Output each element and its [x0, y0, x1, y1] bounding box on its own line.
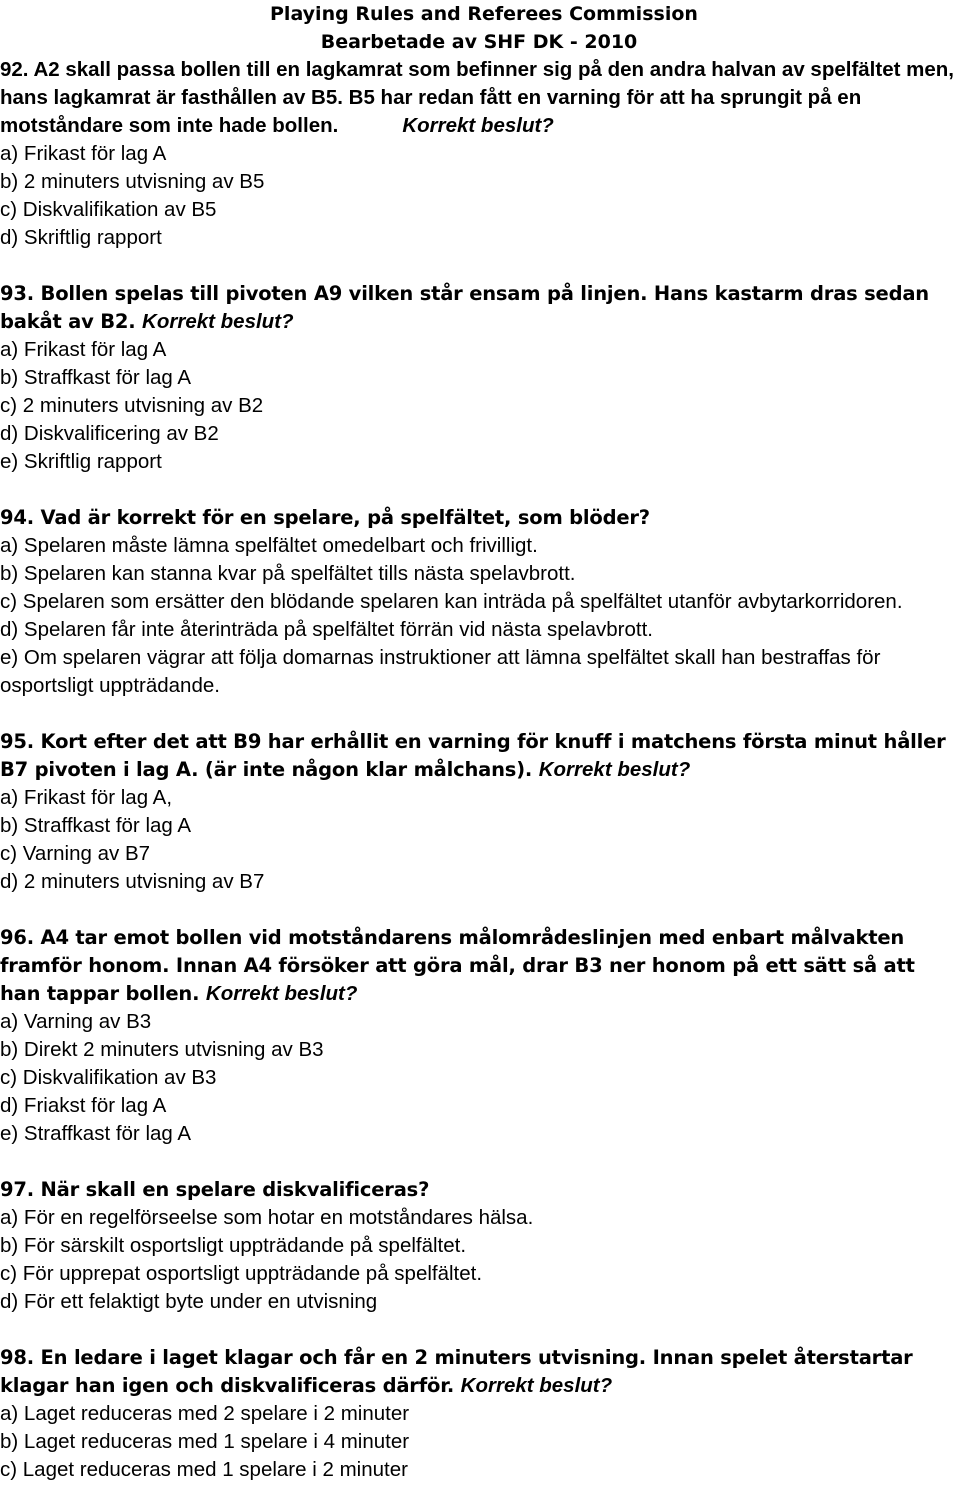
answer-option: e) Skriftlig rapport [0, 450, 162, 473]
answer-option: a) Varning av B3 [0, 1010, 152, 1033]
answer-option: d) Friakst för lag A [0, 1094, 167, 1117]
question-text: Bollen spelas till pivoten A9 vilken står ensam på linjen. Hans kastarm dras sedan bakåt av B2. [0, 282, 929, 333]
question-text: När skall en spelare diskvalificeras? [40, 1178, 430, 1201]
answer-option: c) 2 minuters utvisning av B2 [0, 394, 264, 417]
header-title: Playing Rules and Referees Commission [270, 3, 698, 25]
answer-option: c) Laget reduceras med 1 spelare i 2 minuter [0, 1458, 408, 1481]
answer-option: d) Diskvalificering av B2 [0, 422, 219, 445]
answer-option: e) Straffkast för lag A [0, 1122, 192, 1145]
question-stem [0, 1344, 958, 1400]
answer-option: a) Frikast för lag A, [0, 786, 173, 809]
question-94 [0, 504, 958, 700]
question-95 [0, 728, 958, 896]
question-text: En ledare i laget klagar och får en 2 minuters utvisning. Innan spelet återstartar klagar han igen och diskvalificeras därför. [0, 1346, 913, 1397]
question-text: A2 skall passa bollen till en lagkamrat som befinner sig på den andra halvan av spelfältet men, hans lagkamrat är fasthållen av B5. B5 har redan fått en varning för att ha sprungit på en motståndare som inte hade bollen. [0, 58, 954, 137]
question-prompt: Korrekt beslut? [402, 114, 554, 137]
question-prompt: Korrekt beslut? [205, 982, 358, 1005]
question-list [0, 56, 958, 1484]
answer-option: b) Spelaren kan stanna kvar på spelfältet tills nästa spelavbrott. [0, 562, 576, 585]
question-text: A4 tar emot bollen vid motståndarens målområdeslinjen med enbart målvakten framför honom. Innan A4 försöker att göra mål, drar B3 ner honom på ett sätt så att han tappar bollen. [0, 926, 915, 1005]
question-prompt: Korrekt beslut? [460, 1374, 613, 1397]
answer-option: e) Om spelaren vägrar att följa domarnas instruktioner att lämna spelfältet skall han bestraffas för osportsligt uppträdande. [0, 646, 881, 697]
question-stem [0, 56, 958, 140]
question-92 [0, 56, 958, 252]
answer-option: c) Varning av B7 [0, 842, 151, 865]
question-number: 94. [0, 506, 34, 529]
answer-option: d) För ett felaktigt byte under en utvisning [0, 1290, 378, 1313]
question-prompt: Korrekt beslut? [142, 310, 294, 333]
question-number: 95. [0, 730, 34, 753]
question-stem [0, 728, 958, 784]
answer-option: c) Spelaren som ersätter den blödande spelaren kan inträda på spelfältet utanför avbytarkorridoren. [0, 590, 903, 613]
question-stem [0, 280, 958, 336]
question-stem [0, 924, 958, 1008]
question-number: 96. [0, 926, 34, 949]
question-stem [0, 1176, 958, 1204]
answer-option: a) Frikast för lag A [0, 142, 167, 165]
question-number: 92. [0, 58, 29, 81]
question-number: 93. [0, 282, 34, 305]
question-96 [0, 924, 958, 1148]
answer-option: a) Laget reduceras med 2 spelare i 2 minuter [0, 1402, 410, 1425]
answer-option: d) Spelaren får inte återinträda på spelfältet förrän vid nästa spelavbrott. [0, 618, 653, 641]
question-prompt: Korrekt beslut? [538, 758, 691, 781]
answer-option: d) 2 minuters utvisning av B7 [0, 870, 265, 893]
answer-option: c) För upprepat osportsligt uppträdande på spelfältet. [0, 1262, 483, 1285]
answer-option: a) För en regelförseelse som hotar en motståndares hälsa. [0, 1206, 534, 1229]
answer-option: b) Direkt 2 minuters utvisning av B3 [0, 1038, 324, 1061]
answer-option: b) För särskilt osportsligt uppträdande på spelfältet. [0, 1234, 467, 1257]
question-number: 98. [0, 1346, 34, 1369]
answer-option: b) Straffkast för lag A [0, 366, 192, 389]
question-93 [0, 280, 958, 476]
question-text: Kort efter det att B9 har erhållit en varning för knuff i matchens första minut håller B7 pivoten i lag A. (är inte någon klar målchans). [0, 730, 946, 781]
header-subtitle: Bearbetade av SHF DK - 2010 [320, 31, 638, 53]
answer-option: c) Diskvalifikation av B3 [0, 1066, 217, 1089]
answer-option: a) Frikast för lag A [0, 338, 167, 361]
answer-option: a) Spelaren måste lämna spelfältet omedelbart och frivilligt. [0, 534, 538, 557]
page-header [270, 0, 698, 56]
question-98 [0, 1344, 958, 1484]
question-97 [0, 1176, 958, 1316]
question-text: Vad är korrekt för en spelare, på spelfältet, som blöder? [40, 506, 650, 529]
question-stem [0, 504, 958, 532]
answer-option: d) Skriftlig rapport [0, 226, 162, 249]
question-number: 97. [0, 1178, 34, 1201]
answer-option: b) Laget reduceras med 1 spelare i 4 minuter [0, 1430, 410, 1453]
answer-option: b) 2 minuters utvisning av B5 [0, 170, 265, 193]
answer-option: b) Straffkast för lag A [0, 814, 192, 837]
answer-option: c) Diskvalifikation av B5 [0, 198, 217, 221]
